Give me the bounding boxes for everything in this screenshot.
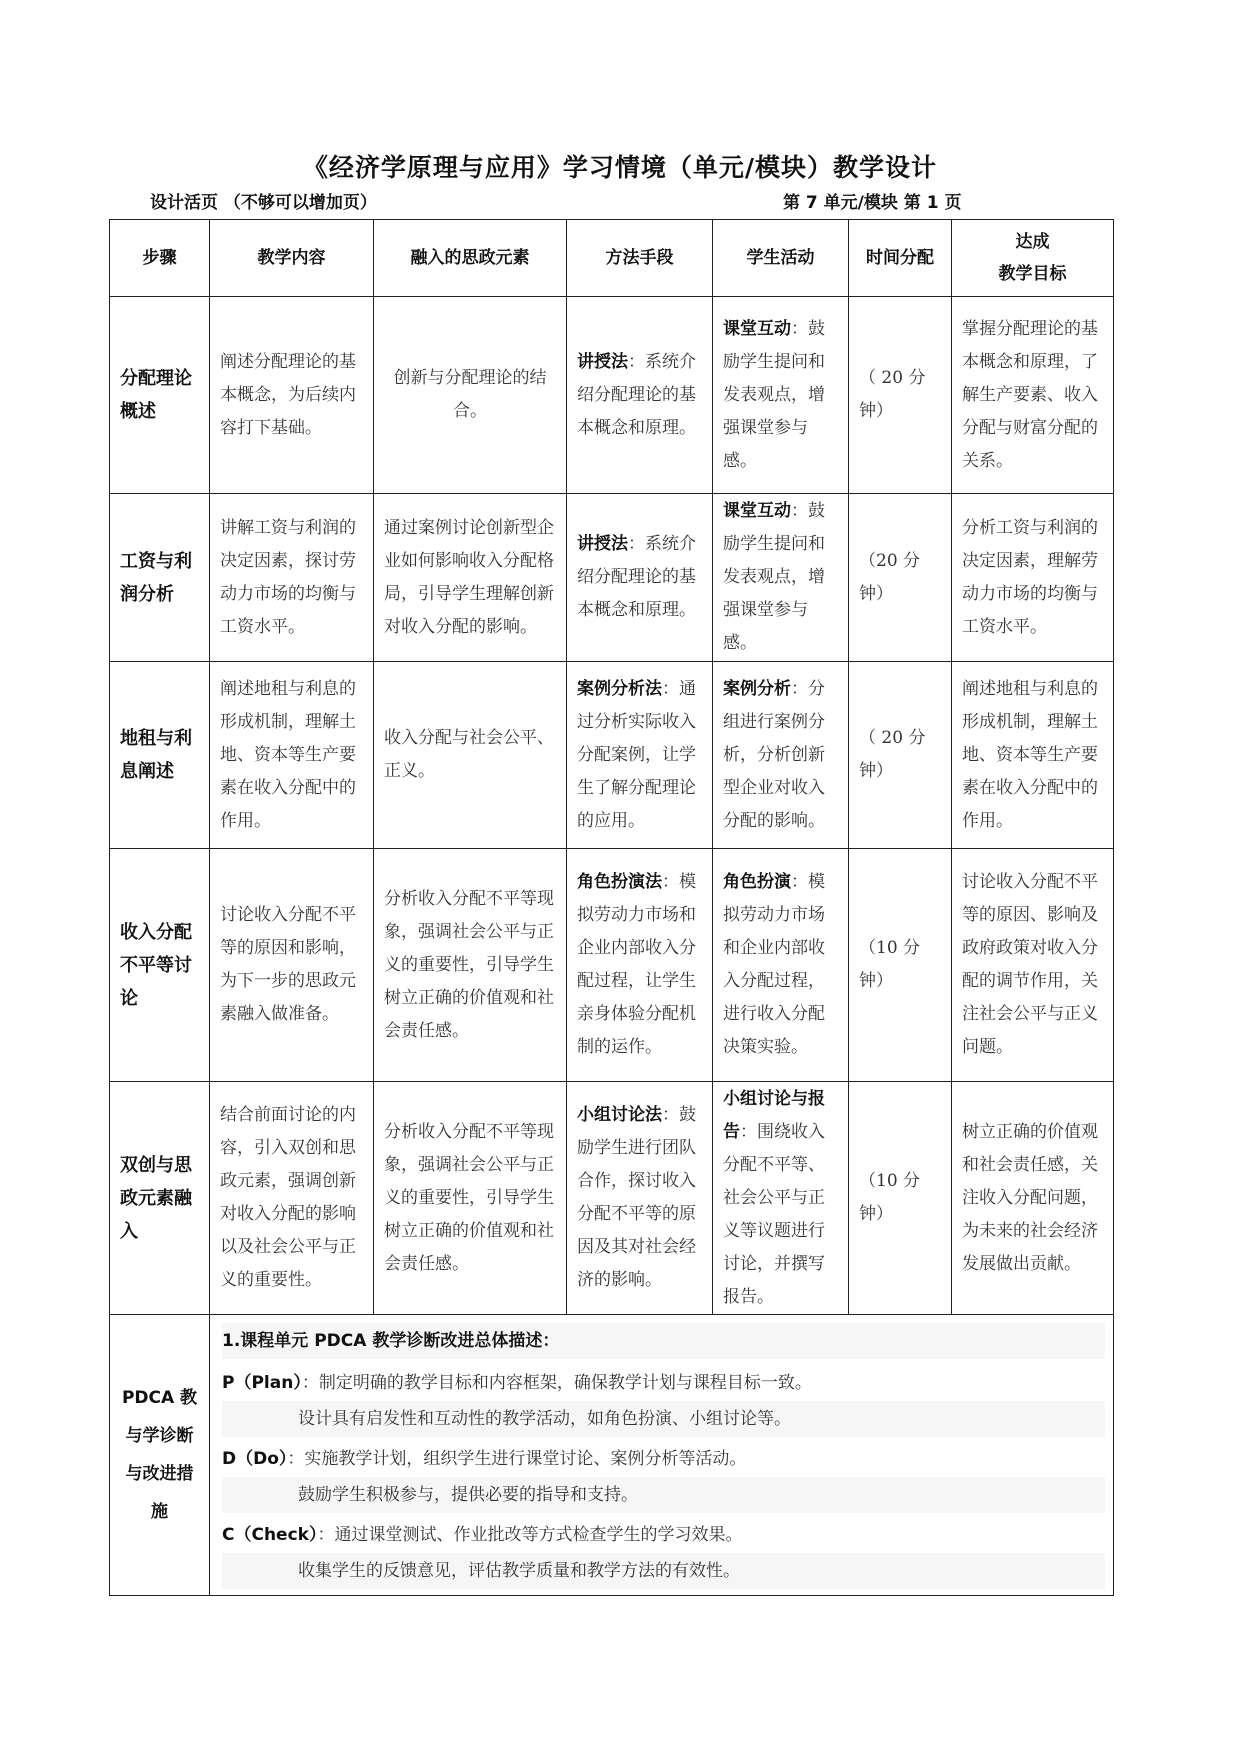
row-ideology: 收入分配与社会公平、正义。 [374, 662, 567, 849]
row-ideology: 分析收入分配不平等现象，强调社会公平与正义的重要性，引导学生树立正确的价值观和社会责任感。 [374, 849, 567, 1082]
header-content: 教学内容 [210, 220, 374, 297]
pdca-heading: 1.课程单元 PDCA 教学诊断改进总体描述： [222, 1323, 1105, 1359]
header-ideology: 融入的思政元素 [374, 220, 567, 297]
row-activity [713, 662, 849, 849]
activity-label: 案例分析 [723, 678, 791, 699]
activity-label: 课堂互动 [723, 501, 791, 521]
row-method [567, 662, 713, 849]
activity-text: ：鼓励学生提问和发表观点，增强课堂参与感。 [723, 318, 825, 471]
row-method [567, 1082, 713, 1315]
header-goal [952, 220, 1114, 297]
method-label: 案例分析法 [577, 678, 662, 699]
activity-text: ：模拟劳动力市场和企业内部收入分配过程，进行收入分配决策实验。 [723, 872, 825, 1057]
pdca-label [110, 1315, 210, 1596]
row-step: 地租与利息阐述 [110, 662, 210, 849]
pdca-description [210, 1315, 1114, 1596]
row-activity [713, 297, 849, 494]
row-goal: 树立正确的价值观和社会责任感，关注收入分配问题，为未来的社会经济发展做出贡献。 [952, 1082, 1114, 1315]
header-goal-line2: 教学目标 [998, 264, 1067, 284]
activity-label: 小组讨论与报告 [723, 1088, 825, 1142]
row-step: 双创与思政元素融入 [110, 1082, 210, 1315]
row-step: 分配理论概述 [110, 297, 210, 494]
row-time: （20 分钟） [849, 494, 952, 662]
table-row [110, 849, 1114, 1082]
row-goal: 讨论收入分配不平等的原因、影响及政府政策对收入分配的调节作用，关注社会公平与正义问题。 [952, 849, 1114, 1082]
row-ideology: 通过案例讨论创新型企业如何影响收入分配格局，引导学生理解创新对收入分配的影响。 [374, 494, 567, 662]
row-method [567, 297, 713, 494]
activity-text: ：鼓励学生提问和发表观点，增强课堂参与感。 [723, 501, 825, 653]
row-goal: 分析工资与利润的决定因素，理解劳动力市场的均衡与工资水平。 [952, 494, 1114, 662]
header-row [110, 220, 1114, 297]
pdca-d-line1: D（Do）：实施教学计划，组织学生进行课堂讨论、案例分析等活动。 [222, 1449, 747, 1469]
method-text: ：鼓励学生进行团队合作，探讨收入分配不平等的原因及其对社会经济的影响。 [577, 1105, 696, 1290]
activity-text: ：分组进行案例分析，分析创新型企业对收入分配的影响。 [723, 678, 825, 831]
method-label: 讲授法 [577, 351, 628, 372]
method-label: 角色扮演法 [577, 872, 662, 892]
table-row [110, 1082, 1114, 1315]
pdca-label-line2: 与改进措施 [125, 1464, 194, 1522]
table-row [110, 494, 1114, 662]
row-content: 阐述分配理论的基本概念，为后续内容打下基础。 [210, 297, 374, 494]
pdca-p-line1: P（Plan）：制定明确的教学目标和内容框架，确保教学计划与课程目标一致。 [222, 1373, 812, 1393]
activity-label: 角色扮演 [723, 872, 791, 892]
pdca-label-line1: PDCA 教与学诊断 [121, 1388, 198, 1446]
row-content: 讨论收入分配不平等的原因和影响，为下一步的思政元素融入做准备。 [210, 849, 374, 1082]
activity-label: 课堂互动 [723, 318, 791, 339]
teaching-design-table [109, 219, 1114, 1596]
row-time: （10 分钟） [849, 849, 952, 1082]
table-row [110, 297, 1114, 494]
row-step: 工资与利润分析 [110, 494, 210, 662]
header-goal-line1: 达成 [1015, 232, 1050, 252]
row-content: 讲解工资与利润的决定因素，探讨劳动力市场的均衡与工资水平。 [210, 494, 374, 662]
method-text: ：通过分析实际收入分配案例，让学生了解分配理论的应用。 [577, 678, 696, 831]
pdca-row [110, 1315, 1114, 1596]
activity-text: ：围绕收入分配不平等、社会公平与正义等议题进行讨论，并撰写报告。 [723, 1121, 825, 1307]
pdca-c-line2: 收集学生的反馈意见，评估教学质量和教学方法的有效性。 [222, 1553, 1105, 1589]
table-row [110, 662, 1114, 849]
row-time: （ 20 分钟） [849, 662, 952, 849]
header-step: 步骤 [110, 220, 210, 297]
sheet-note: 设计活页 （不够可以增加页） [150, 193, 377, 213]
pdca-c-line1: C（Check）：通过课堂测试、作业批改等方式检查学生的学习效果。 [222, 1525, 743, 1545]
method-text: ：模拟劳动力市场和企业内部收入分配过程，让学生亲身体验分配机制的运作。 [577, 872, 696, 1057]
page-title: 《经济学原理与应用》学习情境（单元/模块）教学设计 [302, 153, 938, 182]
unit-page-indicator: 第 7 单元/模块 第 1 页 [783, 193, 962, 213]
pdca-d-line2: 鼓励学生积极参与，提供必要的指导和支持。 [222, 1477, 1105, 1513]
row-method [567, 494, 713, 662]
header-time: 时间分配 [849, 220, 952, 297]
method-text: ：系统介绍分配理论的基本概念和原理。 [577, 534, 696, 620]
row-time: （ 20 分钟） [849, 297, 952, 494]
row-activity [713, 1082, 849, 1315]
row-content: 结合前面讨论的内容，引入双创和思政元素，强调创新对收入分配的影响以及社会公平与正义的重要性。 [210, 1082, 374, 1315]
header-method: 方法手段 [567, 220, 713, 297]
row-time: （10 分钟） [849, 1082, 952, 1315]
method-text: ：系统介绍分配理论的基本概念和原理。 [577, 351, 696, 438]
row-ideology: 创新与分配理论的结合。 [374, 297, 567, 494]
row-step: 收入分配不平等讨论 [110, 849, 210, 1082]
row-ideology: 分析收入分配不平等现象，强调社会公平与正义的重要性，引导学生树立正确的价值观和社会责任感。 [374, 1082, 567, 1315]
method-label: 讲授法 [577, 534, 628, 554]
pdca-p-line2: 设计具有启发性和互动性的教学活动，如角色扮演、小组讨论等。 [222, 1401, 1105, 1437]
row-activity [713, 494, 849, 662]
header-activity: 学生活动 [713, 220, 849, 297]
row-activity [713, 849, 849, 1082]
row-method [567, 849, 713, 1082]
method-label: 小组讨论法 [577, 1105, 662, 1125]
row-goal: 掌握分配理论的基本概念和原理，了解生产要素、收入分配与财富分配的关系。 [952, 297, 1114, 494]
row-content: 阐述地租与利息的形成机制，理解土地、资本等生产要素在收入分配中的作用。 [210, 662, 374, 849]
row-goal: 阐述地租与利息的形成机制，理解土地、资本等生产要素在收入分配中的作用。 [952, 662, 1114, 849]
